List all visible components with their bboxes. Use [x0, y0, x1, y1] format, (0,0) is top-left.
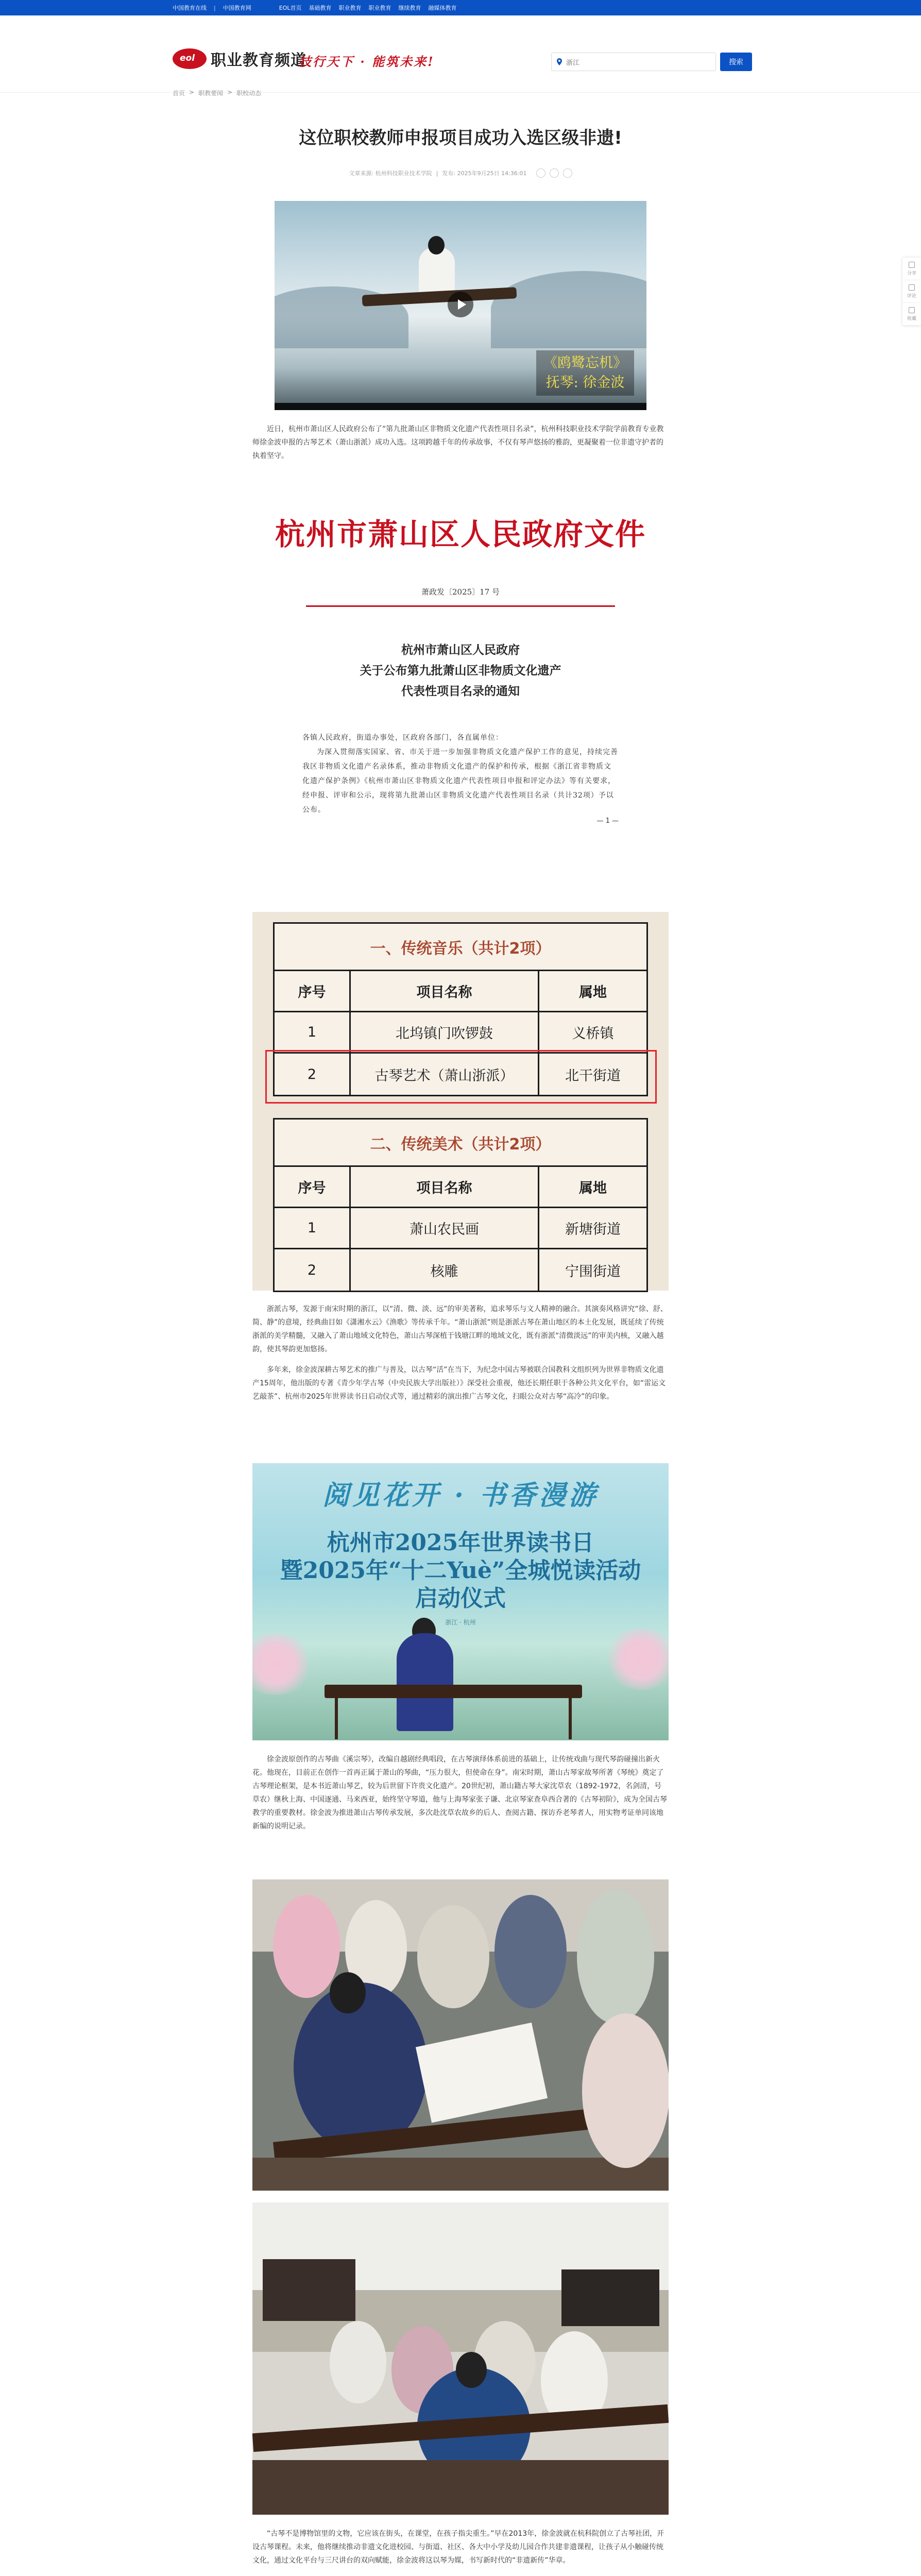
- video-caption-performer: 抚琴: 徐金波: [545, 375, 625, 391]
- sheet-music: [416, 2023, 548, 2123]
- article-title: 这位职校教师申报项目成功入选区级非遗!: [299, 128, 622, 148]
- breadcrumb-separator: >: [227, 89, 233, 96]
- favorite-float-button[interactable]: [902, 303, 921, 326]
- topbar-separator: |: [214, 4, 216, 11]
- top-nav-bar: [0, 0, 921, 15]
- search-input[interactable]: [551, 53, 716, 71]
- reading-day-event-photo: [252, 1463, 669, 1740]
- table-cell: 萧山农民画: [351, 1208, 539, 1248]
- breadcrumb-current[interactable]: 职校动态: [236, 90, 262, 97]
- student-figure: [417, 1905, 489, 2008]
- comment-icon: [909, 284, 915, 291]
- topbar-link-eol-home[interactable]: EOL首页: [279, 5, 302, 11]
- breadcrumb-news[interactable]: 职教要闻: [198, 90, 224, 97]
- event-banner-line: 启动仪式: [415, 1585, 506, 1612]
- breadcrumb-home[interactable]: 首页: [173, 90, 185, 97]
- table-cell: 宁围街道: [565, 1263, 621, 1280]
- article-paragraph-group: [252, 1302, 669, 1403]
- highlight-box: [265, 1050, 657, 1104]
- document-red-rule: [306, 605, 615, 607]
- mountain-shape: [491, 271, 646, 348]
- channel-slogan: 技行天下 · 能筑未来!: [299, 54, 435, 69]
- table-header-cell: 属地: [579, 985, 607, 1001]
- table-cell: 1: [275, 1208, 351, 1248]
- table-header-cell: 序号: [275, 971, 351, 1011]
- table-cell: 1: [275, 1012, 351, 1052]
- table-caption: 二、传统美术（共计2项）: [275, 1120, 646, 1167]
- table-header-cell: 项目名称: [351, 971, 539, 1011]
- video-caption: [536, 350, 634, 396]
- article-paragraph: 近日，杭州市萧山区人民政府公布了“第九批萧山区非物质文化遗产代表性项目名录”，杭州科技职业技术学院学前教育专业教师徐金波申报的古琴艺术（萧山浙派）成功入选。这项跨越千年的传承故事，不仅有琴声悠扬的雅韵，更凝聚着一位非遗守护者的执着坚守。: [252, 425, 664, 460]
- table-surface: [252, 2460, 669, 2515]
- table-header-cell: 属地: [579, 1180, 607, 1196]
- article-paragraph: 浙派古琴，发源于南宋时期的浙江，以“清、微、淡、远”的审美著称，追求琴乐与文人精神的融合。其演奏风格讲究“徐、舒、简、静”的意境，经典曲目如《潇湘水云》《渔歌》等传承千年。“萧山浙派”则是浙派古琴在萧山地区的本土化发展，既延续了传统浙派的美学精髓，又融入了萧山地域文化特色，萧山古琴深植于钱塘江畔的地域文化，既有浙派“清微淡远”的审美内核，又融入越韵，使其琴韵更加悠扬。: [252, 1305, 668, 1353]
- channel-name: 职业教育频道: [211, 52, 306, 70]
- table-row: [275, 1012, 646, 1054]
- blossom-decoration: [603, 1628, 669, 1690]
- student-figure: [577, 1890, 654, 2024]
- topbar-link-basic-edu[interactable]: 基础教育: [309, 5, 332, 11]
- article-date: 发布: 2025年9月25日 14:36:01: [442, 170, 527, 177]
- topbar-link-media-edu[interactable]: 融媒体教育: [428, 5, 457, 11]
- video-caption-title: 《鸥鹭忘机》: [543, 355, 627, 371]
- search-button[interactable]: 搜索: [720, 53, 752, 71]
- guqin-instrument: [325, 1685, 582, 1698]
- document-salutation: 各镇人民政府，街道办事处，区政府各部门，各直属单位：: [302, 734, 503, 742]
- document-title-line: 杭州市萧山区人民政府: [401, 643, 520, 657]
- topbar-link-vocational-edu[interactable]: 职业教育: [338, 5, 362, 11]
- document-body: [302, 731, 619, 817]
- piano: [263, 2259, 355, 2321]
- weibo-share-icon[interactable]: [550, 168, 559, 178]
- document-header: 杭州市萧山区人民政府文件: [275, 517, 646, 552]
- table-cell: 新塘街道: [565, 1222, 621, 1238]
- floating-toolbar: [902, 258, 921, 326]
- comment-label: 评论: [907, 293, 916, 299]
- favorite-label: 收藏: [907, 316, 916, 321]
- comment-float-button[interactable]: [902, 280, 921, 303]
- student-figure: [330, 2321, 386, 2403]
- site-header: [0, 15, 921, 97]
- table-cell: 2: [275, 1249, 351, 1291]
- share-label: 分享: [907, 270, 916, 276]
- guqin-classroom-photo: [252, 2202, 669, 2515]
- document-title: [252, 640, 669, 702]
- topbar-site-link[interactable]: 中国教育网: [223, 5, 251, 11]
- piano: [561, 2269, 659, 2326]
- meta-separator: |: [436, 170, 438, 177]
- search-placeholder: 浙江: [566, 59, 580, 67]
- event-banner-title: [252, 1529, 669, 1613]
- document-text: 为深入贯彻落实国家、省、市关于进一步加强非物质文化遗产保护工作的意见，持续完善我区非物质文化遗产名录体系，推动非物质文化遗产的保护和传承，根据《浙江省非物质文化遗产保护条例》《杭州市萧山区非物质文化遗产代表性项目申报和评定办法》等有关要求，经申报、评审和公示，现将第九批萧山区非物质文化遗产代表性项目名录（共计32项）予以公布。: [302, 748, 618, 814]
- share-float-button[interactable]: [902, 258, 921, 280]
- teacher-head: [330, 1972, 366, 2013]
- eol-logo-icon: [173, 48, 207, 69]
- table-row: [275, 1249, 646, 1291]
- table-surface: [252, 2158, 669, 2191]
- table-header-cell: 项目名称: [351, 1167, 539, 1207]
- play-icon[interactable]: [448, 292, 473, 317]
- document-title-line: 代表性项目名录的通知: [401, 684, 520, 698]
- video-player[interactable]: [275, 201, 646, 410]
- topbar-site-link[interactable]: 中国教育在线: [173, 5, 207, 11]
- star-icon: [909, 307, 915, 313]
- class-guqin-teaching-photo: [252, 1879, 669, 2191]
- wechat-share-icon[interactable]: [536, 168, 545, 178]
- performer-head: [428, 236, 445, 255]
- article-meta: [252, 168, 669, 178]
- share-icon: [909, 262, 915, 268]
- student-figure: [582, 2013, 669, 2168]
- article-paragraph: 多年来，徐金波深耕古琴艺术的推广与普及，以古琴“活”在当下，为纪念中国古琴被联合国教科文组织列为世界非物质文化遗产15周年，他出版的专著《青少年学古琴（中央民族大学出版社）》深受社会重视，他还长期任职于各种公共文化平台，如“雷运文艺敲茶”、杭州市2025年世界读书日启动仪式等，通过精彩的演出推广古琴文化，扫眼公众对古琴“高冷”的印象。: [252, 1366, 666, 1401]
- table-cell: 北坞镇门吹锣鼓: [351, 1012, 539, 1052]
- event-banner-line: 杭州市2025年世界读书日: [327, 1530, 594, 1556]
- topbar-link-vocational-edu-2[interactable]: 职业教育: [368, 5, 391, 11]
- guqin-stand: [335, 1698, 572, 1739]
- table-row: [275, 1208, 646, 1249]
- event-banner-slogan: 阅见花开 · 书香漫游: [322, 1480, 599, 1511]
- teacher-figure: [294, 1982, 428, 2153]
- blossom-decoration: [252, 1633, 314, 1695]
- share-icons: [536, 168, 572, 178]
- table-cell: 义桥镇: [572, 1026, 614, 1042]
- teacher-head: [456, 2352, 487, 2388]
- art-table: [273, 1118, 648, 1292]
- site-logo[interactable]: [173, 47, 306, 70]
- table-header-row: [275, 1167, 646, 1208]
- student-figure: [273, 1895, 340, 1998]
- breadcrumb: [173, 89, 261, 97]
- table-cell: 2: [275, 1054, 351, 1095]
- government-document-image: [252, 505, 669, 907]
- student-figure: [494, 1895, 567, 2008]
- table-cell: 北干街道: [565, 1067, 621, 1084]
- article-source: 文章来源: 杭州科技职业技术学院: [349, 170, 432, 177]
- event-banner-line: 暨2025年“十二Yuè”全城悦读活动: [280, 1557, 641, 1584]
- article: [252, 124, 669, 2565]
- table-header-cell: 序号: [275, 1167, 351, 1207]
- document-number: 萧政发〔2025〕17 号: [421, 587, 500, 597]
- article-paragraph: 徐金波原创作的古琴曲《溪宗琴》，改编自越剧经典唱段，在古琴演绎体系前进的基础上，让传统戏曲与现代琴韵碰撞出新火花。他现在，目前正在创作一首再正属于萧山的琴曲，“压力很大，但使命在身”。南宋时期，萧山古琴家故琴所著《琴统》奠定了古琴理论框架，是本书近萧山琴艺，较为后世留下许贵文化遗产。20世纪初，萧山籍古琴大家沈草农（1892-1972，名剑清，号草农）继秋上海、中国逐通、马来西亚，始终坚守琴道，他与上海琴家张子谦、北京琴家查阜西合著的《古琴初阶》，成为全国古琴教学的重要教材。徐金波为推进萧山古琴传承发展，多次赴沈草农故乡的后人、查阅古籍、探访乔老琴者人，用实物考证单同该地新编的说明记录。: [252, 1755, 667, 1831]
- location-pin-icon: [557, 58, 562, 65]
- document-page-number: — 1 —: [596, 817, 619, 825]
- qq-share-icon[interactable]: [563, 168, 572, 178]
- document-title-line: 关于公布第九批萧山区非物质文化遗产: [360, 664, 561, 677]
- table-caption: 一、传统音乐（共计2项）: [275, 924, 646, 971]
- topbar-link-continuing-edu[interactable]: 继续教育: [398, 5, 421, 11]
- table-cell: 核雕: [351, 1249, 539, 1291]
- table-cell: 古琴艺术（萧山浙派）: [351, 1054, 539, 1095]
- table-header-row: [275, 971, 646, 1012]
- article-paragraph: “古琴不是博物馆里的文物，它应该在街头，在课堂，在孩子指尖重生。”早在2013年，徐金波就在杭科院创立了古琴社团，开设古琴课程。未来，他将继续推动非遗文化进校园、与街道、社区、各大中小学及幼儿园合作共建非遗课程，让孩子从小触碰传统文化，通过文化平台与三尺讲台的双向赋能，徐金波将这以琴为媒，书写新时代的“非遗新传”华章。: [252, 2530, 664, 2565]
- breadcrumb-separator: >: [189, 89, 195, 96]
- video-control-bar[interactable]: [275, 403, 646, 410]
- heritage-list-table-image: [252, 912, 669, 1291]
- event-banner-subtitle: 浙江 · 杭州: [445, 1619, 476, 1626]
